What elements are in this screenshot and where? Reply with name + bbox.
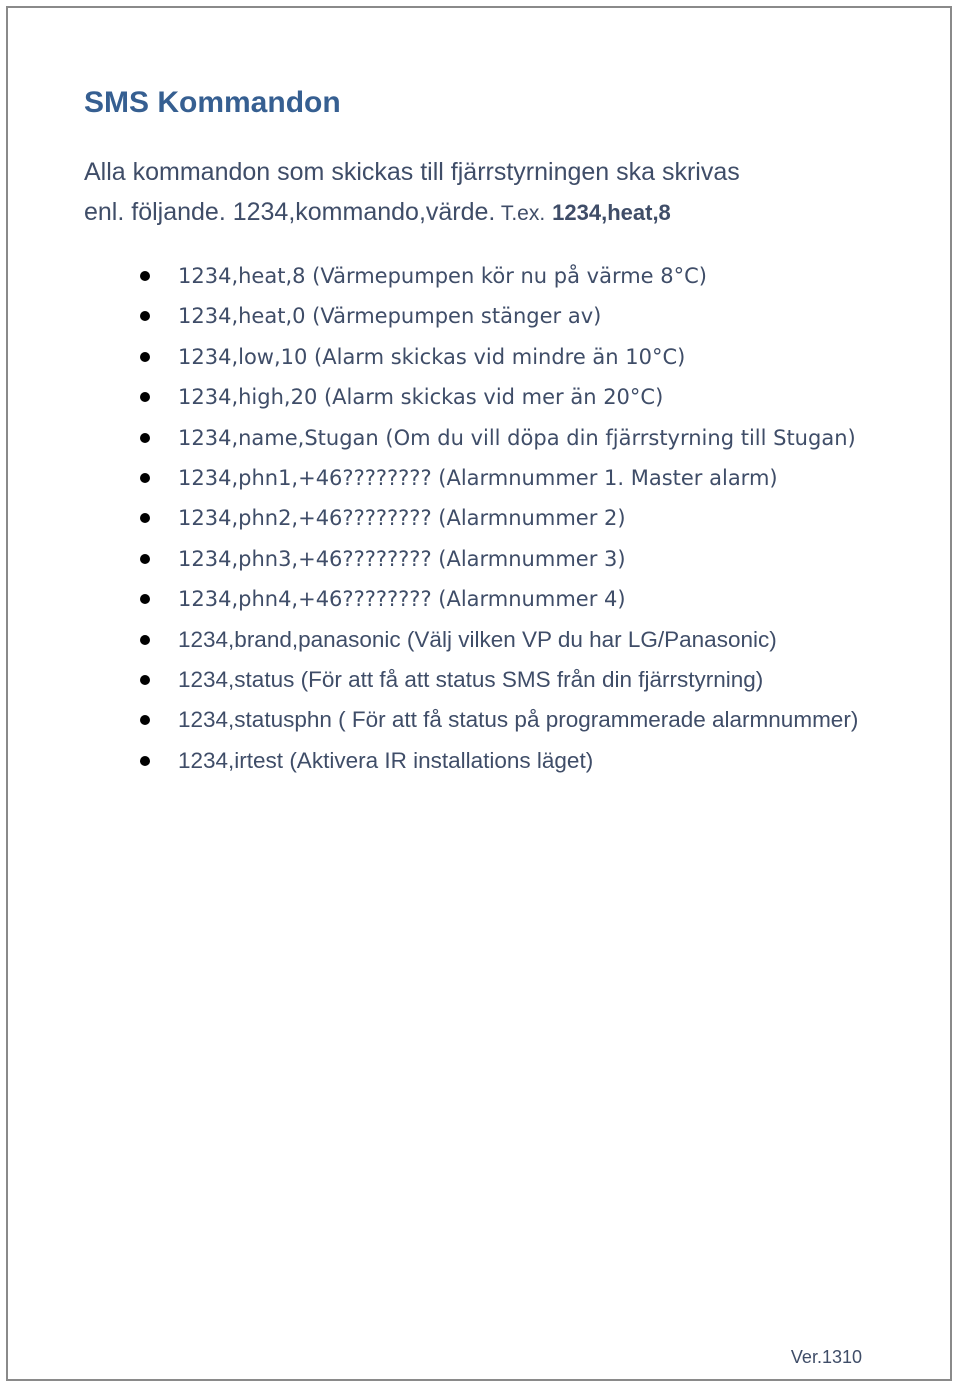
bullet-icon: [140, 352, 150, 362]
bullet-icon: [140, 311, 150, 321]
bullet-icon: [140, 756, 150, 766]
list-item: [140, 296, 900, 336]
list-item: [140, 418, 900, 458]
intro-example-command: 1234,heat,8: [552, 200, 671, 225]
bullet-icon: [140, 513, 150, 523]
list-item: [140, 256, 900, 296]
intro-line-2: enl. följande. 1234,kommando,värde.: [84, 198, 496, 226]
command-text: 1234,phn2,+46???????? (Alarmnummer 2): [178, 506, 626, 531]
bullet-icon: [140, 635, 150, 645]
command-text: 1234,statusphn ( För att få status på programmerade alarmnummer): [178, 707, 859, 733]
list-item: [140, 337, 900, 377]
command-text: 1234,phn1,+46???????? (Alarmnummer 1. Master alarm): [178, 466, 778, 491]
version-label: Ver.1310: [790, 1347, 862, 1367]
bullet-icon: [140, 715, 150, 725]
command-text: 1234,high,20 (Alarm skickas vid mer än 20°C): [178, 385, 664, 410]
list-item: [140, 579, 900, 619]
command-text: 1234,irtest (Aktivera IR installations läget): [178, 747, 594, 773]
command-text: 1234,name,Stugan (Om du vill döpa din fjärrstyrning till Stugan): [178, 425, 856, 450]
list-item: [140, 377, 900, 417]
list-item: [140, 458, 900, 498]
bullet-icon: [140, 675, 150, 685]
page-title: SMS Kommandon: [84, 86, 341, 119]
list-item: [140, 620, 900, 660]
command-text: 1234,low,10 (Alarm skickas vid mindre än 10°C): [178, 344, 686, 369]
list-item: [140, 539, 900, 579]
intro-example-prefix: T.ex.: [495, 202, 546, 225]
bullet-icon: [140, 392, 150, 402]
command-text: 1234,heat,0 (Värmepumpen stänger av): [178, 304, 602, 329]
command-text: 1234,heat,8 (Värmepumpen kör nu på värme 8°C): [178, 264, 707, 288]
bullet-icon: [140, 473, 150, 483]
command-text: 1234,brand,panasonic (Välj vilken VP du har LG/Panasonic): [178, 626, 777, 652]
bullet-icon: [140, 554, 150, 564]
list-item: [140, 741, 900, 781]
bullet-icon: [140, 271, 150, 281]
list-item: [140, 498, 900, 538]
list-item: [140, 660, 900, 700]
command-text: 1234,phn3,+46???????? (Alarmnummer 3): [178, 546, 626, 571]
command-list: [140, 256, 900, 781]
command-text: 1234,status (För att få att status SMS från din fjärrstyrning): [178, 667, 764, 693]
command-text: 1234,phn4,+46???????? (Alarmnummer 4): [178, 587, 626, 612]
bullet-icon: [140, 433, 150, 443]
intro-paragraph: [84, 152, 884, 234]
intro-line-1: Alla kommandon som skickas till fjärrstyrningen ska skrivas: [84, 158, 740, 186]
bullet-icon: [140, 594, 150, 604]
list-item: [140, 700, 900, 740]
